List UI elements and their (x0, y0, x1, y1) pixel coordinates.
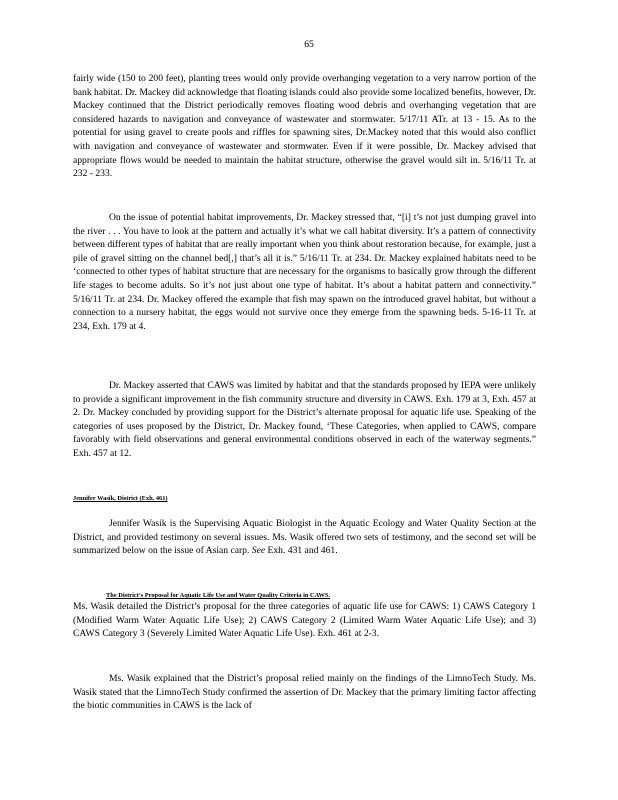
paragraph-proposal-categories: Ms. Wasik detailed the District’s proposal for the three categories of aquatic life use for CAWS: 1) CAWS Category 1 (Modified Warm Water Aquatic Life Use); 2) CAWS Category 2 (Limited Warm Water Aquatic Life Use); and 3) CAWS Category 3 (Severely Limited Water Aquatic Life Use). Exh. 461 at 2-3. (73, 601, 536, 640)
wasik-intro-text: Jennifer Wasik is the Supervising Aquatic Biologist in the Aquatic Ecology and Water Quality Section at the District, and provided testimony on several issues. Ms. Wasik offered two sets of testimony, and the second set will be summarized below on the issue of Asian carp. (73, 518, 536, 557)
paragraph-mackey-vegetation: fairly wide (150 to 200 feet), planting trees would only provide overhanging vegetation to a very narrow portion of the bank habitat. Dr. Mackey did acknowledge that floating islands could also provide some localized benefits, however, Dr. Mackey continued that the District periodically removes floating wood debris and overhanging vegetation that are considered hazards to navigation and conveyance of wastewater and stormwater. 5/17/11 ATr. at 13 - 15. As to the potential for using gravel to create pools and riffles for spawning sites, Dr.Mackey noted that this would also conflict with navigation and conveyance of wastewater and stormwater. Even if it were possible, Dr. Mackey advised that appropriate flows would be needed to maintain the habitat structure, otherwise the gravel would silt in. 5/16/11 Tr. at 232 - 233. (73, 73, 536, 180)
wasik-intro-citation: Exh. 431 and 461. (267, 545, 338, 557)
wasik-see-signal: See (251, 545, 266, 557)
paragraph-wasik-intro (73, 517, 536, 558)
paragraph-mackey-habitat-diversity: On the issue of potential habitat improvements, Dr. Mackey stressed that, “[i] t’s not just dumping gravel into the river . . . You have to look at the pattern and actually it’s what we call habitat diversity. It’s a pattern of connectivity between different types of habitat that are really important when you think about restoration because, for example, just a pile of gravel sitting on the channel bed[,] that’s all it is.” 5/16/11 Tr. at 234. Dr. Mackey explained habitats need to be ‘connected to other types of habitat structure that are necessary for the organisms to basically grow through the different life stages to become adults. So it’s not just about one type of habitat. It’s about a habitat pattern and connectivity.” 5/16/11 Tr. at 234. Dr. Mackey offered the example that fish may spawn on the introduced gravel habitat, but without a connection to a nursery habitat, the eggs would not survive once they emerge from the spawning beds. 5-16-11 Tr. at 234, Exh. 179 at 4. (73, 212, 536, 332)
paragraph-limnotech-study: Ms. Wasik explained that the District’s proposal relied mainly on the findings of the LimnoTech Study. Ms. Wasik stated that the LimnoTech Study confirmed the assertion of Dr. Mackey that the primary limiting factor affecting the biotic communities in CAWS is the lack of (73, 673, 536, 712)
page-number: 65 (304, 39, 314, 50)
section-heading-wasik: Jennifer Wasik, District (Exh. 461) (73, 495, 168, 502)
subheading-district-proposal: The District's Proposal for Aquatic Life Use and Water Quality Criteria in CAWS. (106, 592, 331, 599)
paragraph-mackey-conclusion: Dr. Mackey asserted that CAWS was limited by habitat and that the standards proposed by IEPA were unlikely to provide a significant improvement in the fish community structure and diversity in CAWS. Exh. 179 at 3, Exh. 457 at 2. Dr. Mackey concluded by providing support for the District’s alternate proposal for aquatic life use. Speaking of the categories of uses proposed by the District, Dr. Mackey found, ‘These Categories, when applied to CAWS, compare favorably with field observations and general environmental conditions observed in each of the waterway segments.” Exh. 457 at 12. (73, 380, 536, 459)
